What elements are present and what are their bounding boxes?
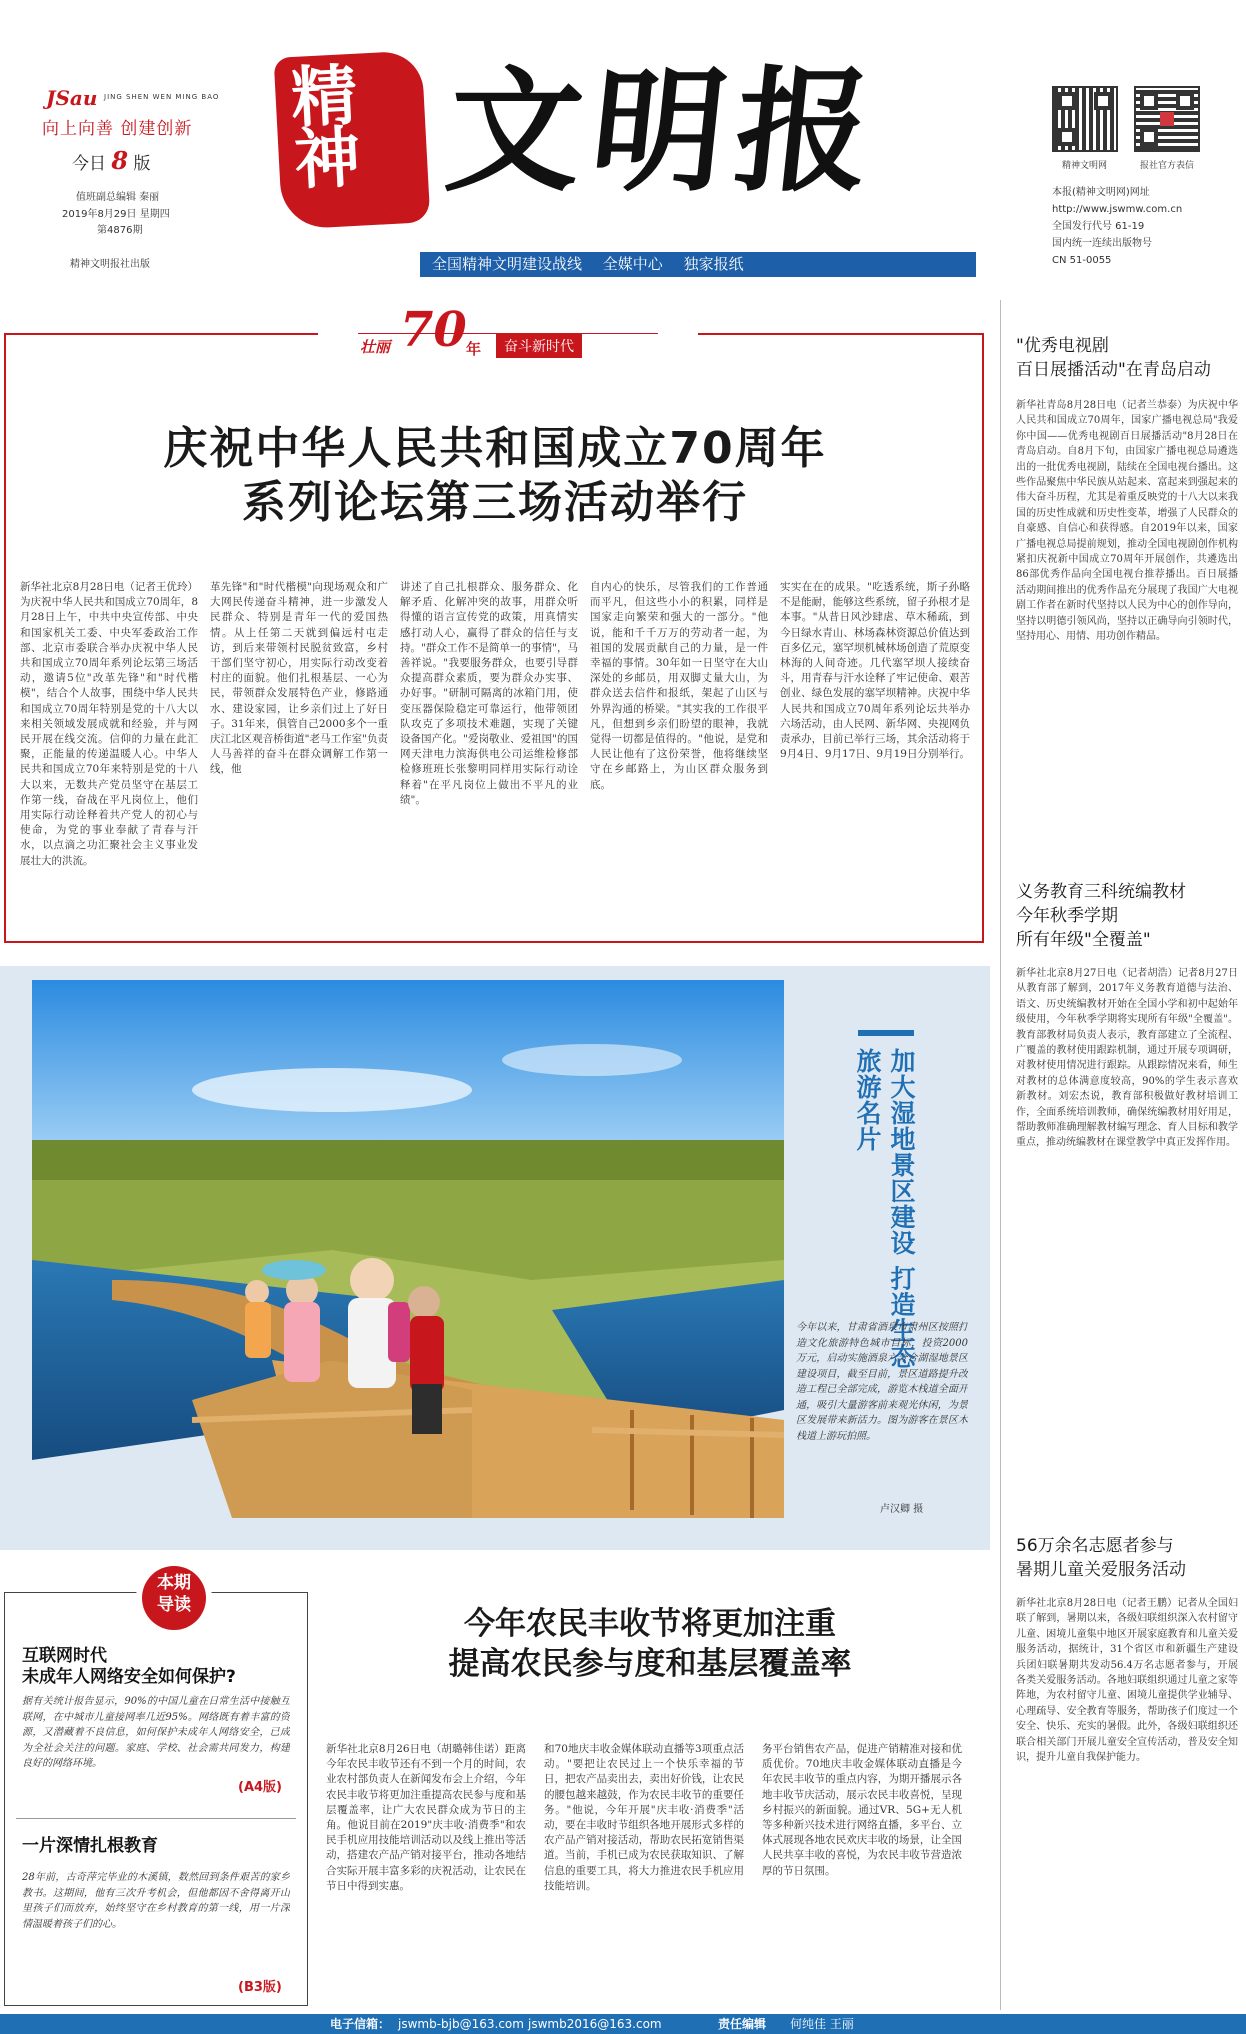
banner-item: 独家报纸 (683, 255, 744, 273)
lead-headline-1: 庆祝中华人民共和国成立70周年 (163, 423, 827, 474)
guide-item-1-page[interactable]: (A4版) (238, 1780, 282, 1795)
duty-editor: 值班副总编辑 秦丽 (76, 192, 160, 203)
qr-code-website (1052, 86, 1118, 152)
photo-vertical-title: 加大湿地景区建设 打造生态旅游名片 (853, 1048, 916, 1370)
newspaper-title: 文明报 (439, 52, 889, 210)
wetland-photo-image (32, 980, 784, 1518)
today-number: 8 (111, 146, 129, 175)
footer-editor-label: 责任编辑 (718, 2017, 767, 2031)
guide-badge (136, 1560, 212, 1636)
guide-divider (16, 1818, 296, 1819)
publication-info (1052, 184, 1182, 269)
tag-text: 奋斗新时代 (496, 334, 582, 358)
guide-badge-line2: 导读 (157, 1595, 191, 1615)
guide-item-1-body: 据有关统计报告显示，90%的中国儿童在日常生活中接触互联网，在中城市儿童接网率几近95%。网络既有着丰富的资源，又潜藏着不良信息，如何保护未成年人网络安全，已成为全社会关注的问题。家庭、学校、社会需共同发力，构建良好的网络环境。 (22, 1696, 290, 1769)
title-banner (420, 252, 976, 277)
lead-column: 实实在在的成果。"吃透系统，斯子孙略不是能耐，能够这些系统，留子孙根才是本事。"从昔日风沙肆虐、草木稀疏，到今日绿水青山、林场森林资源总价值达到百多亿元，塞罕坝机械林场创造了荒原变林海的人间奇迹。几代塞罕坝人接续奋斗，用青春与汗水诠释了牢记使命、艰苦创业、绿色发展的塞罕坝精神。庆祝中华人民共和国成立70周年系列论坛共举办六场活动，由人民网、新华网、央视网负责承办，目前已举行三场，其余活动将于9月4日、9月17日、9月19日分别举行。 (780, 581, 970, 761)
side-story-2-title[interactable]: 义务教育三科统编教材 今年秋季学期 所有年级"全覆盖" (1016, 882, 1186, 950)
brand-logo: JSau (46, 86, 98, 110)
tag-unit: 年 (466, 340, 482, 358)
lead-column: 讲述了自己扎根群众、服务群众、化解矛盾、化解冲突的故事，用群众听得懂的语言宣传党的政策，用真情实感打动人心，赢得了群众的信任与支持。"群众工作不是简单一的事情"，马善祥说。"我要服务群众，也要引导群众提高群众素质，要为群众办实事、办好事。"研制可隔离的冰箱门用，使变压器保险稳定可靠运行，他带领团队攻克了多项技术难题，实现了关键设备国产化。"爱岗敬业、爱祖国"的国网天津电力滨海供电公司运维检修部检修班班长张黎明同样用实际行动诠释着"在平凡岗位上做出不平凡的业绩"。 (400, 581, 578, 806)
second-column: 务平台销售农产品，促进产销精准对接和优质优价。70地庆丰收金媒体联动直播是今年农民丰收节的重点内容，为期开播展示各地丰收节庆活动，展示农民丰收喜悦，呈现乡村振兴的新面貌。通过VR、5G+无人机等多种新兴技术进行网络直播，多平台、立体式展现各地农民欢庆丰收的场景，让全国人民共享丰收的喜悦，为农民丰收节营造浓厚的节日氛围。 (762, 1743, 962, 1877)
info-line: 全国发行代号 61-19 (1052, 221, 1145, 232)
footer-email-2[interactable]: jswmb2016@163.com (528, 2017, 662, 2031)
guide-item-2-body: 28年前，古奇萍完毕业的木溪镇，数然回到条件艰苦的家乡教书。这期间，他有三次升考机会，但他都因不舍得离开山里孩子们而放弃，始终坚守在乡村教育的第一线，用一片深情温暖着孩子们的心。 (22, 1872, 290, 1930)
website-link[interactable]: http://www.jswmw.com.cn (1052, 204, 1183, 215)
guide-badge-line1: 本期 (157, 1573, 191, 1593)
today-unit: 版 (133, 154, 151, 174)
side-story-3-body: 新华社北京8月28日电（记者王鹏）记者从全国妇联了解到，暑期以来，各级妇联组织深入农村留守儿童、困境儿童集中地区开展家庭教育和儿童关爱服务活动，据统计，31个省区市和新疆生产建设兵团妇联暑期共发动56.4万名志愿者参与，开展各类关爱服务活动。各地妇联组织通过儿童之家等阵地，为农村留守儿童、困境儿童提供学业辅导、心理疏导、安全教育等服务，帮助孩子们度过一个安全、快乐、充实的暑假。此外，各级妇联组织还联合相关部门开展儿童安全宣传活动，普及安全知识，提升儿童自我保护能力。 (1016, 1598, 1238, 1764)
guide-item-2-title[interactable]: 一片深情扎根教育 (22, 1836, 158, 1856)
issue-date: 2019年8月29日 星期四 (62, 209, 170, 220)
banner-item: 全媒中心 (602, 255, 663, 273)
photo-caption: 今年以来，甘肃省酒泉市肃州区按照打造文化旅游特色城市目标，投资2000万元，启动实施酒泉六分合湖湿地景区建设项目，截至目前，景区道路提升改造工程已全部完成，游览木栈道全面开通，吸引大量游客前来观光休闲，为景区发展带来新活力。图为游客在景区木栈道上游玩拍照。 (796, 1322, 968, 1442)
title-stamp (274, 50, 431, 230)
lead-column: 革先锋"和"时代楷模"向现场观众和广大网民传递奋斗精神，进一步激发人民群众、特别是青年一代的爱国热情。从上任第二天就到偏远村屯走访，到后来带领村民脱贫致富，乡村干部们坚守初心，用实际行动改变着村庄的面貌。他们扎根基层、一心为民，带领群众发展特色产业，修路通水、建设家园，让乡亲们过上了好日子。31年来，俱管自己2000多个一重庆江北区观音桥街道"老马工作室"负责人马善祥的奋斗在群众调解工作第一线，他 (210, 581, 388, 776)
lead-tag (318, 302, 698, 364)
sidebar-divider (1000, 300, 1001, 2010)
today-pages (72, 146, 151, 175)
side-story-1-body: 新华社青岛8月28日电（记者兰恭泰）为庆祝中华人民共和国成立70周年，国家广播电视总局"我爱你中国——优秀电视剧百日展播活动"8月28日在青岛启动。自8月下旬，由国家广播电视总局遴选出的一批优秀电视剧，陆续在全国电视台播出。这些作品聚焦中华民族从站起来、富起来到强起来的伟大奋斗历程，尤其是着重反映党的十八大以来我国的历史性成就和历史性变革，增强了人民群众的自豪感、自信心和获得感。自2019年以来，国家广播电视总局提前规划，推动全国电视剧创作机构紧扣庆祝新中国成立70周年开展创作，共遴选出86部优秀作品向全国电视台推荐播出。百日展播活动期间推出的优秀作品充分展现了我国广大电视剧工作者在新时代坚持以人民为中心的创作导向，坚持以明德引领风尚，坚持以正确导向引领时代，坚持用心、用情、用功创作精品。 (1016, 400, 1238, 643)
side-story-1-title[interactable]: "优秀电视剧 百日展播活动"在青岛启动 (1016, 336, 1211, 380)
tag-prefix: 壮丽 (360, 338, 391, 356)
slogan: 向上向善 创建创新 (42, 119, 193, 139)
side-story-3-title[interactable]: 56万余名志愿者参与 暑期儿童关爱服务活动 (1016, 1536, 1186, 1580)
second-headline-1: 今年农民丰收节将更加注重 (464, 1606, 836, 1642)
title-stamp-text: 精神 (277, 59, 363, 188)
footer-editors: 何纯佳 王丽 (790, 2017, 854, 2031)
today-label: 今日 (72, 154, 106, 174)
guide-item-1-title[interactable]: 互联网时代 未成年人网络安全如何保护? (22, 1646, 236, 1687)
photo-accent-bar (858, 1030, 914, 1036)
banner-item: 全国精神文明建设战线 (432, 255, 583, 273)
lead-headline-2: 系列论坛第三场活动举行 (242, 477, 748, 528)
second-column: 和70地庆丰收金媒体联动直播等3项重点活动。"要把让农民过上一个快乐幸福的节日，把农产品卖出去，卖出好价钱，让农民的腰包越来越鼓，作为农民丰收节的重要任务。"他说，今年开展"庆丰收·消费季"活动，要在丰收时节组织各地开展形式多样的农产品产销对接活动，帮助农民拓宽销售渠道。当前，手机已成为农民获取知识、了解信息的重要工具，将大力推进农民手机应用技能培训。 (544, 1743, 744, 1892)
second-column: 新华社北京8月26日电（胡璐韩佳诺）距离今年农民丰收节还有不到一个月的时间，农业农村部负责人在新闻发布会上介绍，今年农民丰收节将更加注重提高农民参与度和基层覆盖率，让广大农民群众成为节日的主角。他说目前在2019"庆丰收·消费季"和农民手机应用技能培训活动以及线上推出等活动，搭建农产品产销对接平台，推动各地结合实际开展丰富多彩的庆祝活动，让农民在节日中得到实惠。 (326, 1743, 526, 1892)
side-story-2-body: 新华社北京8月27日电（记者胡浩）记者8月27日从教育部了解到，2017年义务教育道德与法治、语文、历史统编教材开始在全国小学和初中起始年级使用，今年秋季学期将实现所有年级"全覆盖"。教育部教材局负责人表示，教育部建立了全流程、广覆盖的教材使用跟踪机制，通过开展专项调研，对教材使用情况进行跟踪。从跟踪情况来看，师生对教材的总体满意度较高，90%的学生表示喜欢新教材。刘宏杰说，教育部积极做好教材培训工作，全面系统培训教师，确保统编教材用好用足，帮助教师准确理解教材编写理念、育人目标和教学重点，推动统编教材在课堂教学中真正发挥作用。 (1016, 968, 1238, 1149)
footer-email-1[interactable]: jswmb-bjb@163.com (398, 2017, 524, 2031)
photo-credit: 卢汉卿 摄 (880, 1504, 924, 1515)
footer-email-label: 电子信箱： (330, 2017, 391, 2031)
publisher: 精神文明报社出版 (70, 259, 150, 270)
tag-number: 70 (400, 302, 467, 358)
lead-column: 自内心的快乐，尽管我们的工作普通而平凡，但这些小小的积累，同样是国家走向繁荣和强大的一部分。"他说，能和千千万万的劳动者一起，为祖国的发展贡献自己的力量，是一件幸福的事情。30年如一日坚守在大山深处的乡邮员，用双脚丈量大山，为群众送去信件和报纸，架起了山区与外界沟通的桥梁。"其实我的工作很平凡，但想到乡亲们盼望的眼神，我就觉得一切都是值得的。"他说，是党和人民让他有了这份荣誉，他将继续坚守在乡邮路上，为山区群众服务到底。 (590, 581, 768, 791)
wetland-photo (32, 980, 784, 1518)
lead-column: 新华社北京8月28日电（记者王优玲）为庆祝中华人民共和国成立70周年，8月28日上午，中共中央宣传部、中央和国家机关工委、中央军委政治工作部、北京市委联合举办庆祝中华人民共和国成立70周年系列论坛第三场活动，邀请5位"改革先锋"和"时代楷模"，结合个人故事，围绕中华人民共和国成立70周年特别是党的十八大以来相关领域发展成就和经验，并与网民开展在线交流。信仰的力量在此汇聚，正能量的传递温暖人心。中华人民共和国成立70年来特别是党的十八大以来，无数共产党员坚守在基层工作第一线，奋战在平凡岗位上，他们用实际行动诠释着共产党人的初心与使命，为党的事业奉献了青春与汗水，以点滴之功汇聚社会主义事业发展壮大的洪流。 (20, 581, 198, 867)
guide-item-2-page[interactable]: (B3版) (238, 1980, 282, 1995)
qr-label-website: 精神文明网 (1062, 161, 1108, 171)
info-line: CN 51-0055 (1052, 255, 1112, 266)
info-line: 本报(精神文明网)网址 (1052, 187, 1150, 198)
info-line: 国内统一连续出版物号 (1052, 238, 1152, 249)
masthead (0, 0, 1246, 290)
issue-number: 第4876期 (97, 225, 143, 236)
footer-bar (0, 2014, 1246, 2034)
brand-pinyin: JING SHEN WEN MING BAO (104, 93, 220, 101)
qr-code-wechat (1134, 86, 1200, 152)
second-headline-2: 提高农民参与度和基层覆盖率 (448, 1646, 852, 1682)
qr-label-wechat: 报社官方表信 (1140, 161, 1195, 171)
